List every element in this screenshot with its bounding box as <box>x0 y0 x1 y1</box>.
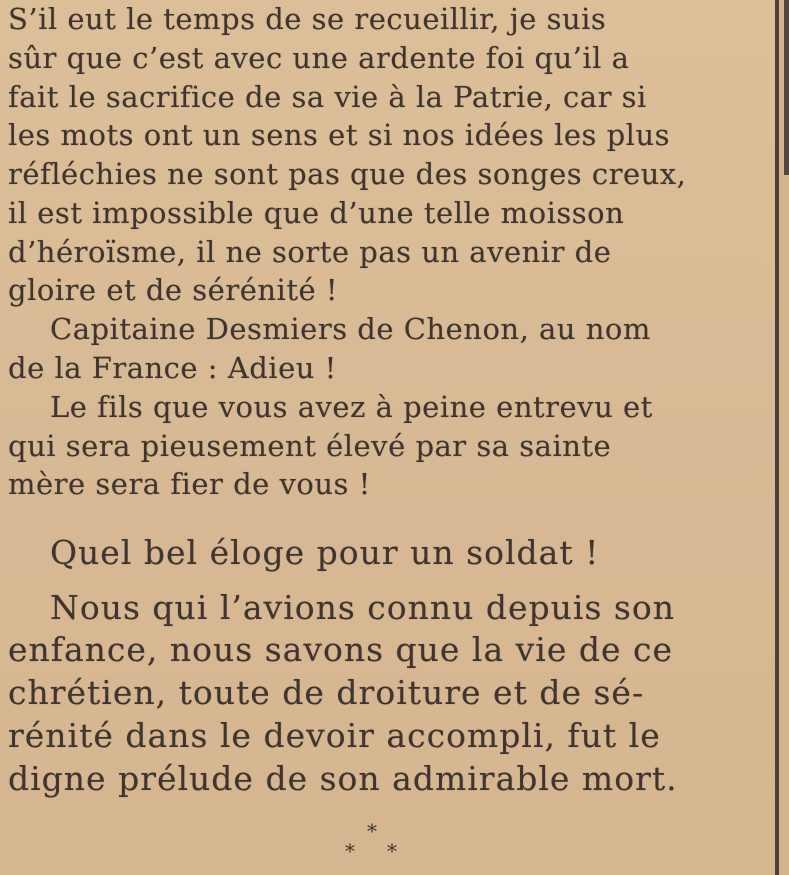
text-line: Quel bel éloge pour un soldat ! <box>50 533 600 572</box>
text-line: de la France : Adieu ! <box>8 351 337 385</box>
asterism-ornament <box>330 815 420 865</box>
text-line: les mots ont un sens et si nos idées les plus <box>8 118 671 152</box>
text-line: réfléchies ne sont pas que des songes creux, <box>8 157 687 191</box>
text-line: gloire et de sérénité ! <box>8 273 339 307</box>
text-line: il est impossible que d’une telle moisson <box>8 196 625 230</box>
text-line: chrétien, toute de droiture et de sé- <box>8 673 645 712</box>
text-line: mère sera fier de vous ! <box>8 467 371 501</box>
text-line: Le fils que vous avez à peine entrevu et <box>50 390 653 424</box>
text-line: Capitaine Desmiers de Chenon, au nom <box>50 312 651 346</box>
text-line: d’héroïsme, il ne sorte pas un avenir de <box>8 235 612 269</box>
text-line: enfance, nous savons que la vie de ce <box>8 630 673 669</box>
asterisk-icon: * <box>345 839 355 863</box>
text-line: rénité dans le devoir accompli, fut le <box>8 716 661 755</box>
text-line: Nous qui l’avions connu depuis son <box>50 588 675 627</box>
asterisk-icon: * <box>387 839 397 863</box>
text-line: qui sera pieusement élevé par sa sainte <box>8 429 612 463</box>
text-line: sûr que c’est avec une ardente foi qu’il a <box>8 41 630 75</box>
text-line: digne prélude de son admirable mort. <box>8 759 678 798</box>
column-rule <box>775 0 779 875</box>
asterisk-icon: * <box>367 819 377 843</box>
column-rule-shadow <box>784 0 789 175</box>
text-line: fait le sacrifice de sa vie à la Patrie, car si <box>8 80 647 114</box>
text-line: S’il eut le temps de se recueillir, je suis <box>8 2 607 36</box>
